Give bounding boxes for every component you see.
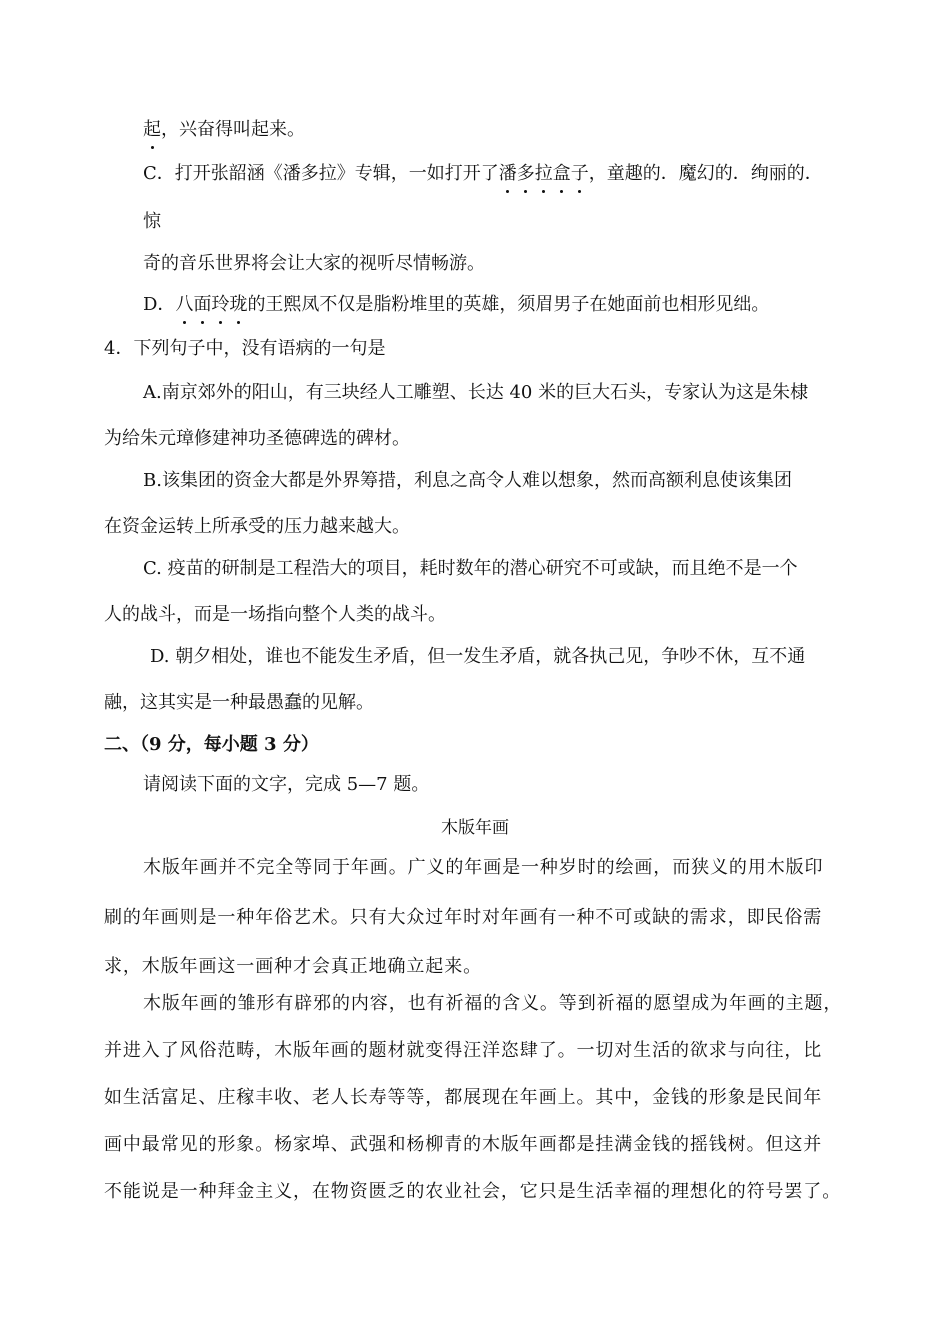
article-p2-line: 画中最常见的形象。杨家埠、武强和杨柳青的木版年画都是挂满金钱的摇钱树。但这并 [104,1134,823,1155]
article-p1-line: 刷的年画则是一种年俗艺术。只有大众过年时对年画有一种不可或缺的需求，即民俗需 [104,907,823,928]
emphasized-char: 玲 [211,294,230,315]
emphasized-char: 盒 [552,163,571,184]
q4-option-d-line2: 融，这其实是一种最愚蠢的见解。 [104,692,374,713]
emphasized-char: 八 [175,294,194,315]
q4-option-b-line1: B.该集团的资金大都是外界筹措，利息之高令人难以想象，然而高额利息使该集团 [143,470,792,491]
article-p2-line: 不能说是一种拜金主义，在物资匮乏的农业社会，它只是生活幸福的理想化的符号罢了。 [104,1181,842,1202]
article-p1-line: 木版年画并不完全等同于年画。广义的年画是一种岁时的绘画，而狭义的用木版印 [143,857,824,878]
emphasized-char: 拉 [534,163,553,184]
q3-option-c-line2: 惊 [143,211,161,232]
section-heading: 二、（9 分，每小题 3 分） [104,734,319,755]
q3-option-b-tail-text: ，兴奋得叫起来。 [161,119,305,140]
q4-option-b-line2: 在资金运转上所承受的压力越来越大。 [104,516,410,537]
article-p1-line: 求，木版年画这一画种才会真正地确立起来。 [104,956,482,977]
article-title: 木版年画 [441,818,509,838]
emphasized-char: 多 [516,163,535,184]
q3-option-d [143,293,769,317]
q3-option-c-text-b: ，童趣的．魔幻的．绚丽的． [588,163,823,184]
emphasized-char: 面 [193,294,212,315]
article-p2-line: 木版年画的雏形有辟邪的内容，也有祈福的含义。等到祈福的愿望成为年画的主题， [143,993,843,1014]
emphasized-char: 潘 [498,163,517,184]
article-p2-line: 如生活富足、庄稼丰收、老人长寿等等，都展现在年画上。其中，金钱的形象是民间年 [104,1087,823,1108]
q4-option-c-line2: 人的战斗，而是一场指向整个人类的战斗。 [104,604,446,625]
q4-option-a-line1: A.南京郊外的阳山，有三块经人工雕塑、长达 40 米的巨大石头，专家认为这是朱棣 [143,382,809,403]
q3-option-c-text-a: C．打开张韶涵《潘多拉》专辑，一如打开了 [143,163,499,184]
q4-option-a-line2: 为给朱元璋修建神功圣德碑选的碑材。 [104,428,410,449]
q3-option-d-text: 的王熙凤不仅是脂粉堆里的英雄，须眉男子在她面前也相形见绌。 [247,294,770,315]
q3-option-c-line3: 奇的音乐世界将会让大家的视听尽情畅游。 [143,253,485,274]
q3-option-b-tail [143,118,305,142]
section-instruction: 请阅读下面的文字，完成 5—7 题。 [143,774,430,795]
q4-option-c-line1: C. 疫苗的研制是工程浩大的项目，耗时数年的潜心研究不可或缺，而且绝不是一个 [143,558,798,579]
q3-option-c-line1 [143,162,823,186]
article-p2-line: 并进入了风俗范畴，木版年画的题材就变得汪洋恣肆了。一切对生活的欲求与向往，比 [104,1040,823,1061]
emphasized-char: 子 [570,163,589,184]
emphasized-char: 珑 [229,294,248,315]
q4-stem: 4．下列句子中，没有语病的一句是 [104,338,386,359]
q3-option-d-prefix: D． [143,294,176,315]
emphasized-char: 起 [143,119,161,140]
q4-option-d-line1: D. 朝夕相处，谁也不能发生矛盾，但一发生矛盾，就各执己见，争吵不休，互不通 [150,646,806,667]
